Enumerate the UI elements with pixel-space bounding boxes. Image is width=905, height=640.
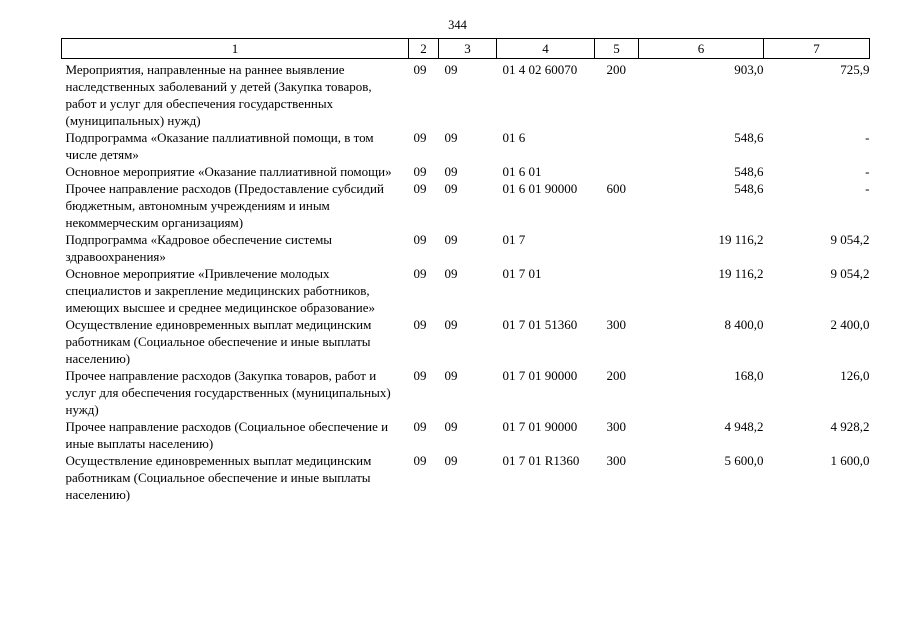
column-header: 7 bbox=[764, 39, 870, 59]
row-target-article: 01 7 01 R1360 bbox=[502, 453, 580, 468]
row-subsection: 09 bbox=[444, 317, 458, 332]
column-header: 2 bbox=[409, 39, 439, 59]
row-amount-1: 548,6 bbox=[734, 164, 764, 179]
row-amount-1: 548,6 bbox=[734, 181, 764, 196]
table-row bbox=[62, 265, 870, 316]
row-subsection: 09 bbox=[444, 419, 458, 434]
row-target-article: 01 6 01 90000 bbox=[502, 181, 578, 196]
row-section: 09 bbox=[413, 266, 427, 281]
row-expense-type bbox=[595, 231, 639, 265]
row-expense-type: 300 bbox=[606, 453, 626, 468]
row-amount-2: 9 054,2 bbox=[830, 266, 870, 281]
row-expense-type bbox=[595, 129, 639, 163]
row-expense-type: 300 bbox=[606, 419, 626, 434]
row-subsection: 09 bbox=[444, 232, 458, 247]
row-amount-2: 1 600,0 bbox=[830, 453, 870, 468]
row-section: 09 bbox=[413, 130, 427, 145]
row-section: 09 bbox=[413, 453, 427, 468]
row-amount-2: 9 054,2 bbox=[830, 232, 870, 247]
table-row bbox=[62, 316, 870, 367]
row-subsection: 09 bbox=[444, 453, 458, 468]
row-target-article: 01 7 01 bbox=[502, 266, 542, 281]
row-expense-type: 200 bbox=[606, 62, 626, 77]
row-section: 09 bbox=[413, 181, 427, 196]
budget-table bbox=[61, 38, 870, 503]
row-target-article: 01 6 01 bbox=[502, 164, 542, 179]
table-row bbox=[62, 418, 870, 452]
row-description: Прочее направление расходов (Социальное обеспечение и иные выплаты населению) bbox=[65, 419, 389, 451]
column-header: 6 bbox=[639, 39, 764, 59]
row-amount-2: 725,9 bbox=[840, 62, 870, 77]
page-number: 344 bbox=[448, 18, 467, 32]
column-header: 3 bbox=[439, 39, 497, 59]
row-amount-1: 903,0 bbox=[734, 62, 764, 77]
table-row bbox=[62, 367, 870, 418]
row-expense-type bbox=[595, 265, 639, 316]
row-amount-2: - bbox=[865, 164, 870, 179]
row-target-article: 01 4 02 60070 bbox=[502, 62, 578, 77]
row-section: 09 bbox=[413, 232, 427, 247]
row-section: 09 bbox=[413, 419, 427, 434]
row-amount-1: 5 600,0 bbox=[724, 453, 764, 468]
row-target-article: 01 7 01 90000 bbox=[502, 368, 578, 383]
row-description: Прочее направление расходов (Закупка товаров, работ и услуг для обеспечения государственных (муниципальных) нужд) bbox=[65, 368, 391, 417]
row-section: 09 bbox=[413, 62, 427, 77]
row-target-article: 01 6 bbox=[502, 130, 526, 145]
row-target-article: 01 7 bbox=[502, 232, 526, 247]
table-row bbox=[62, 452, 870, 503]
table-row bbox=[62, 59, 870, 130]
row-expense-type: 200 bbox=[606, 368, 626, 383]
row-amount-1: 4 948,2 bbox=[724, 419, 764, 434]
table-row bbox=[62, 163, 870, 180]
row-description: Осуществление единовременных выплат медицинским работникам (Социальное обеспечение и иные выплаты населению) bbox=[65, 317, 372, 366]
row-description: Осуществление единовременных выплат медицинским работникам (Социальное обеспечение и иные выплаты населению) bbox=[65, 453, 372, 502]
row-description: Основное мероприятие «Оказание паллиативной помощи» bbox=[65, 164, 392, 179]
row-amount-1: 168,0 bbox=[734, 368, 764, 383]
row-target-article: 01 7 01 90000 bbox=[502, 419, 578, 434]
row-subsection: 09 bbox=[444, 368, 458, 383]
row-amount-2: 4 928,2 bbox=[830, 419, 870, 434]
row-subsection: 09 bbox=[444, 164, 458, 179]
row-amount-1: 8 400,0 bbox=[724, 317, 764, 332]
row-subsection: 09 bbox=[444, 130, 458, 145]
row-subsection: 09 bbox=[444, 266, 458, 281]
row-target-article: 01 7 01 51360 bbox=[502, 317, 578, 332]
row-description: Прочее направление расходов (Предоставление субсидий бюджетным, автономным учреждениям и иным некоммерческим организациям) bbox=[65, 181, 384, 230]
row-expense-type: 600 bbox=[606, 181, 626, 196]
table-header-row bbox=[62, 39, 870, 59]
row-description: Подпрограмма «Кадровое обеспечение системы здравоохранения» bbox=[65, 232, 333, 264]
table-row bbox=[62, 231, 870, 265]
row-section: 09 bbox=[413, 368, 427, 383]
row-subsection: 09 bbox=[444, 62, 458, 77]
row-subsection: 09 bbox=[444, 181, 458, 196]
row-description: Мероприятия, направленные на раннее выявление наследственных заболеваний у детей (Закупка товаров, работ и услуг для обеспечения государственных (муниципальных) нужд) bbox=[65, 62, 372, 128]
row-amount-1: 548,6 bbox=[734, 130, 764, 145]
column-header: 5 bbox=[595, 39, 639, 59]
row-amount-2: - bbox=[865, 130, 870, 145]
table-row bbox=[62, 180, 870, 231]
row-expense-type: 300 bbox=[606, 317, 626, 332]
table-row bbox=[62, 129, 870, 163]
row-amount-2: 2 400,0 bbox=[830, 317, 870, 332]
column-header: 4 bbox=[497, 39, 595, 59]
row-description: Основное мероприятие «Привлечение молодых специалистов и закрепление медицинских работников, имеющих высшее и среднее медицинское образование» bbox=[65, 266, 375, 315]
row-amount-2: - bbox=[865, 181, 870, 196]
row-amount-2: 126,0 bbox=[840, 368, 870, 383]
row-amount-1: 19 116,2 bbox=[718, 232, 764, 247]
row-description: Подпрограмма «Оказание паллиативной помощи, в том числе детям» bbox=[65, 130, 374, 162]
column-header: 1 bbox=[62, 39, 409, 59]
row-section: 09 bbox=[413, 317, 427, 332]
row-section: 09 bbox=[413, 164, 427, 179]
row-expense-type bbox=[595, 163, 639, 180]
row-amount-1: 19 116,2 bbox=[718, 266, 764, 281]
